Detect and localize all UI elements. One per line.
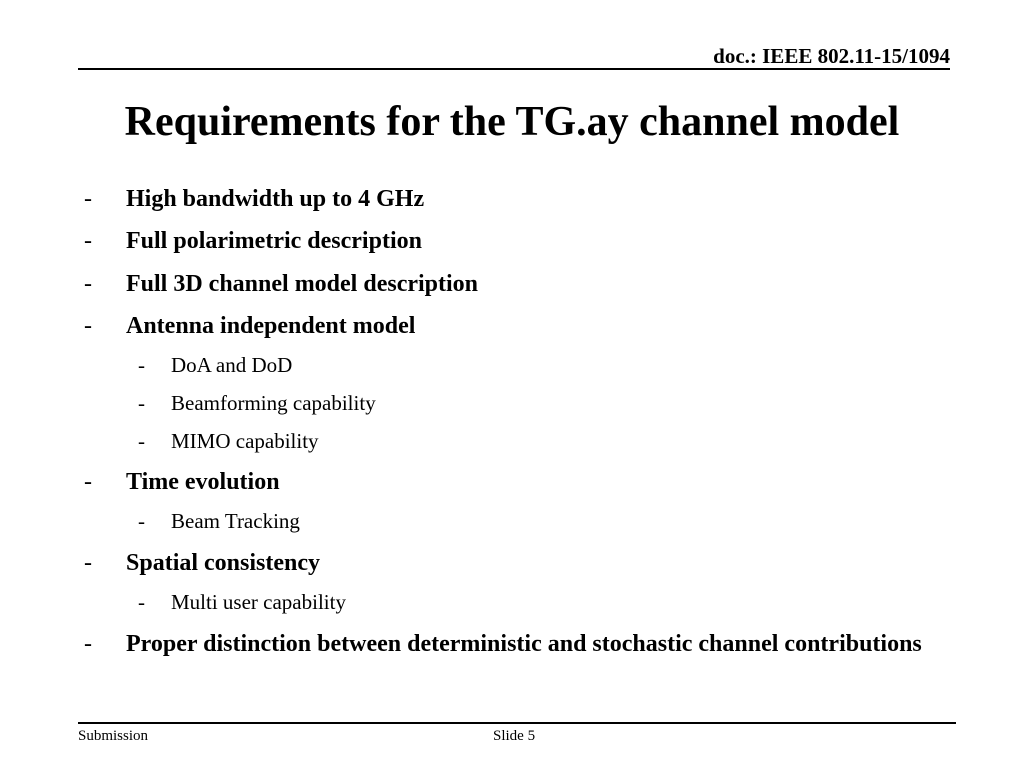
sub-bullet-dash: - <box>138 353 145 377</box>
bullet-item <box>84 465 280 499</box>
bullet-item <box>84 224 422 258</box>
sub-bullet-text: DoA and DoD <box>171 353 293 377</box>
bullet-item <box>84 182 424 216</box>
footer-submission: Submission <box>78 728 149 744</box>
sub-bullet-dash: - <box>138 391 145 415</box>
sub-bullet-text: Multi user capability <box>171 590 346 614</box>
bullet-item <box>84 627 944 661</box>
bullet-dash: - <box>84 186 92 212</box>
sub-bullet-item <box>138 587 346 617</box>
bullet-item <box>84 546 320 580</box>
sub-bullet-dash: - <box>138 429 145 453</box>
document-id: doc.: IEEE 802.11-15/1094 <box>713 44 950 68</box>
sub-bullet-text: Beam Tracking <box>171 509 300 533</box>
sub-bullet-text: MIMO capability <box>171 429 319 453</box>
sub-bullet-dash: - <box>138 509 145 533</box>
footer-divider <box>78 722 956 724</box>
sub-bullet-item <box>138 506 300 536</box>
sub-bullet-item <box>138 350 292 380</box>
bullet-dash: - <box>84 271 92 297</box>
bullet-text: Full polarimetric description <box>126 228 422 254</box>
bullet-item <box>84 267 478 301</box>
sub-bullet-item <box>138 388 376 418</box>
bullet-dash: - <box>84 228 92 254</box>
bullet-dash: - <box>84 631 92 657</box>
slide-title: Requirements for the TG.ay channel model <box>124 99 900 145</box>
bullet-text: Full 3D channel model description <box>126 271 479 297</box>
bullet-text: Time evolution <box>126 469 280 495</box>
bullet-text: High bandwidth up to 4 GHz <box>126 186 425 212</box>
sub-bullet-text: Beamforming capability <box>171 391 376 415</box>
bullet-text: Spatial consistency <box>126 550 321 576</box>
bullet-dash: - <box>84 469 92 495</box>
slide-number: Slide 5 <box>493 728 536 744</box>
bullet-item <box>84 309 415 343</box>
bullet-text: Antenna independent model <box>126 313 416 339</box>
sub-bullet-item <box>138 426 319 456</box>
sub-bullet-dash: - <box>138 590 145 614</box>
bullet-dash: - <box>84 550 92 576</box>
bullet-dash: - <box>84 313 92 339</box>
bullet-text: Proper distinction between deterministic and stochastic channel contributions <box>126 631 922 657</box>
